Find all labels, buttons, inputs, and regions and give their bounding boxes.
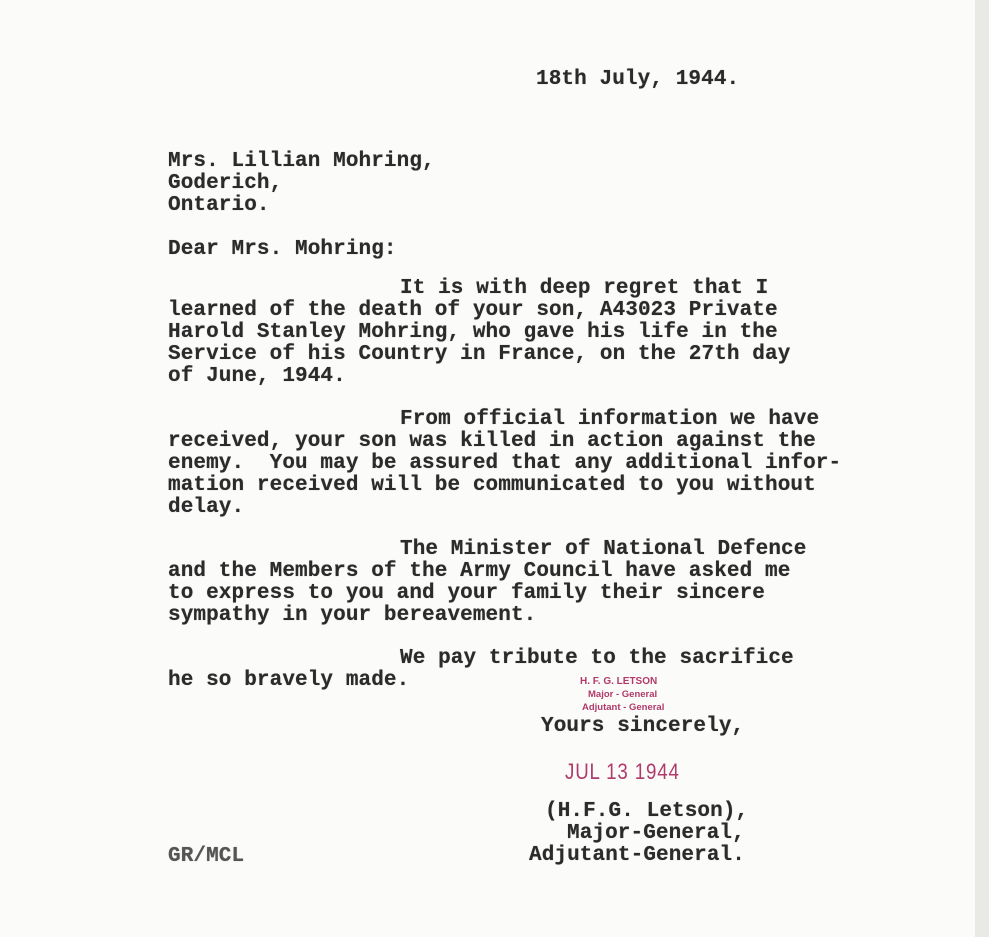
paragraph-line: It is with deep regret that I xyxy=(400,277,769,300)
paragraph-line: mation received will be communicated to you without xyxy=(168,474,816,497)
signature-stamp-title: Adjutant - General xyxy=(582,702,665,713)
paragraph-line: enemy. You may be assured that any additional infor- xyxy=(168,452,842,475)
reference-initials: GR/MCL xyxy=(168,845,245,868)
signatory-title: Adjutant-General. xyxy=(529,844,745,867)
salutation: Dear Mrs. Mohring: xyxy=(168,238,397,261)
paragraph-line: received, your son was killed in action against the xyxy=(168,430,816,453)
paragraph-line: he so bravely made. xyxy=(168,669,410,692)
paragraph-line: learned of the death of your son, A43023 Private xyxy=(168,299,778,322)
recipient-line: Mrs. Lillian Mohring, xyxy=(168,150,435,173)
paragraph-line: sympathy in your bereavement. xyxy=(168,604,537,627)
signatory-rank: Major-General, xyxy=(567,822,745,845)
paragraph-line: Harold Stanley Mohring, who gave his life in the xyxy=(168,321,778,344)
signature-stamp-rank: Major - General xyxy=(588,689,658,700)
paragraph-line: to express to you and your family their sincere xyxy=(168,582,765,605)
paragraph-line: We pay tribute to the sacrifice xyxy=(400,647,794,670)
signatory-name: (H.F.G. Letson), xyxy=(545,800,749,823)
paragraph-line: of June, 1944. xyxy=(168,365,346,388)
recipient-line: Ontario. xyxy=(168,194,270,217)
paragraph-line: From official information we have xyxy=(400,408,820,431)
date-stamp: JUL 13 1944 xyxy=(565,759,680,784)
paragraph-line: and the Members of the Army Council have asked me xyxy=(168,560,791,583)
page-edge xyxy=(975,0,989,937)
paragraph-line: delay. xyxy=(168,496,245,519)
paragraph-line: Service of his Country in France, on the 27th day xyxy=(168,343,791,366)
closing: Yours sincerely, xyxy=(541,715,745,738)
recipient-line: Goderich, xyxy=(168,172,283,195)
paragraph-line: The Minister of National Defence xyxy=(400,538,807,561)
letter-date: 18th July, 1944. xyxy=(536,68,740,91)
signature-stamp-name: H. F. G. LETSON xyxy=(580,676,658,687)
